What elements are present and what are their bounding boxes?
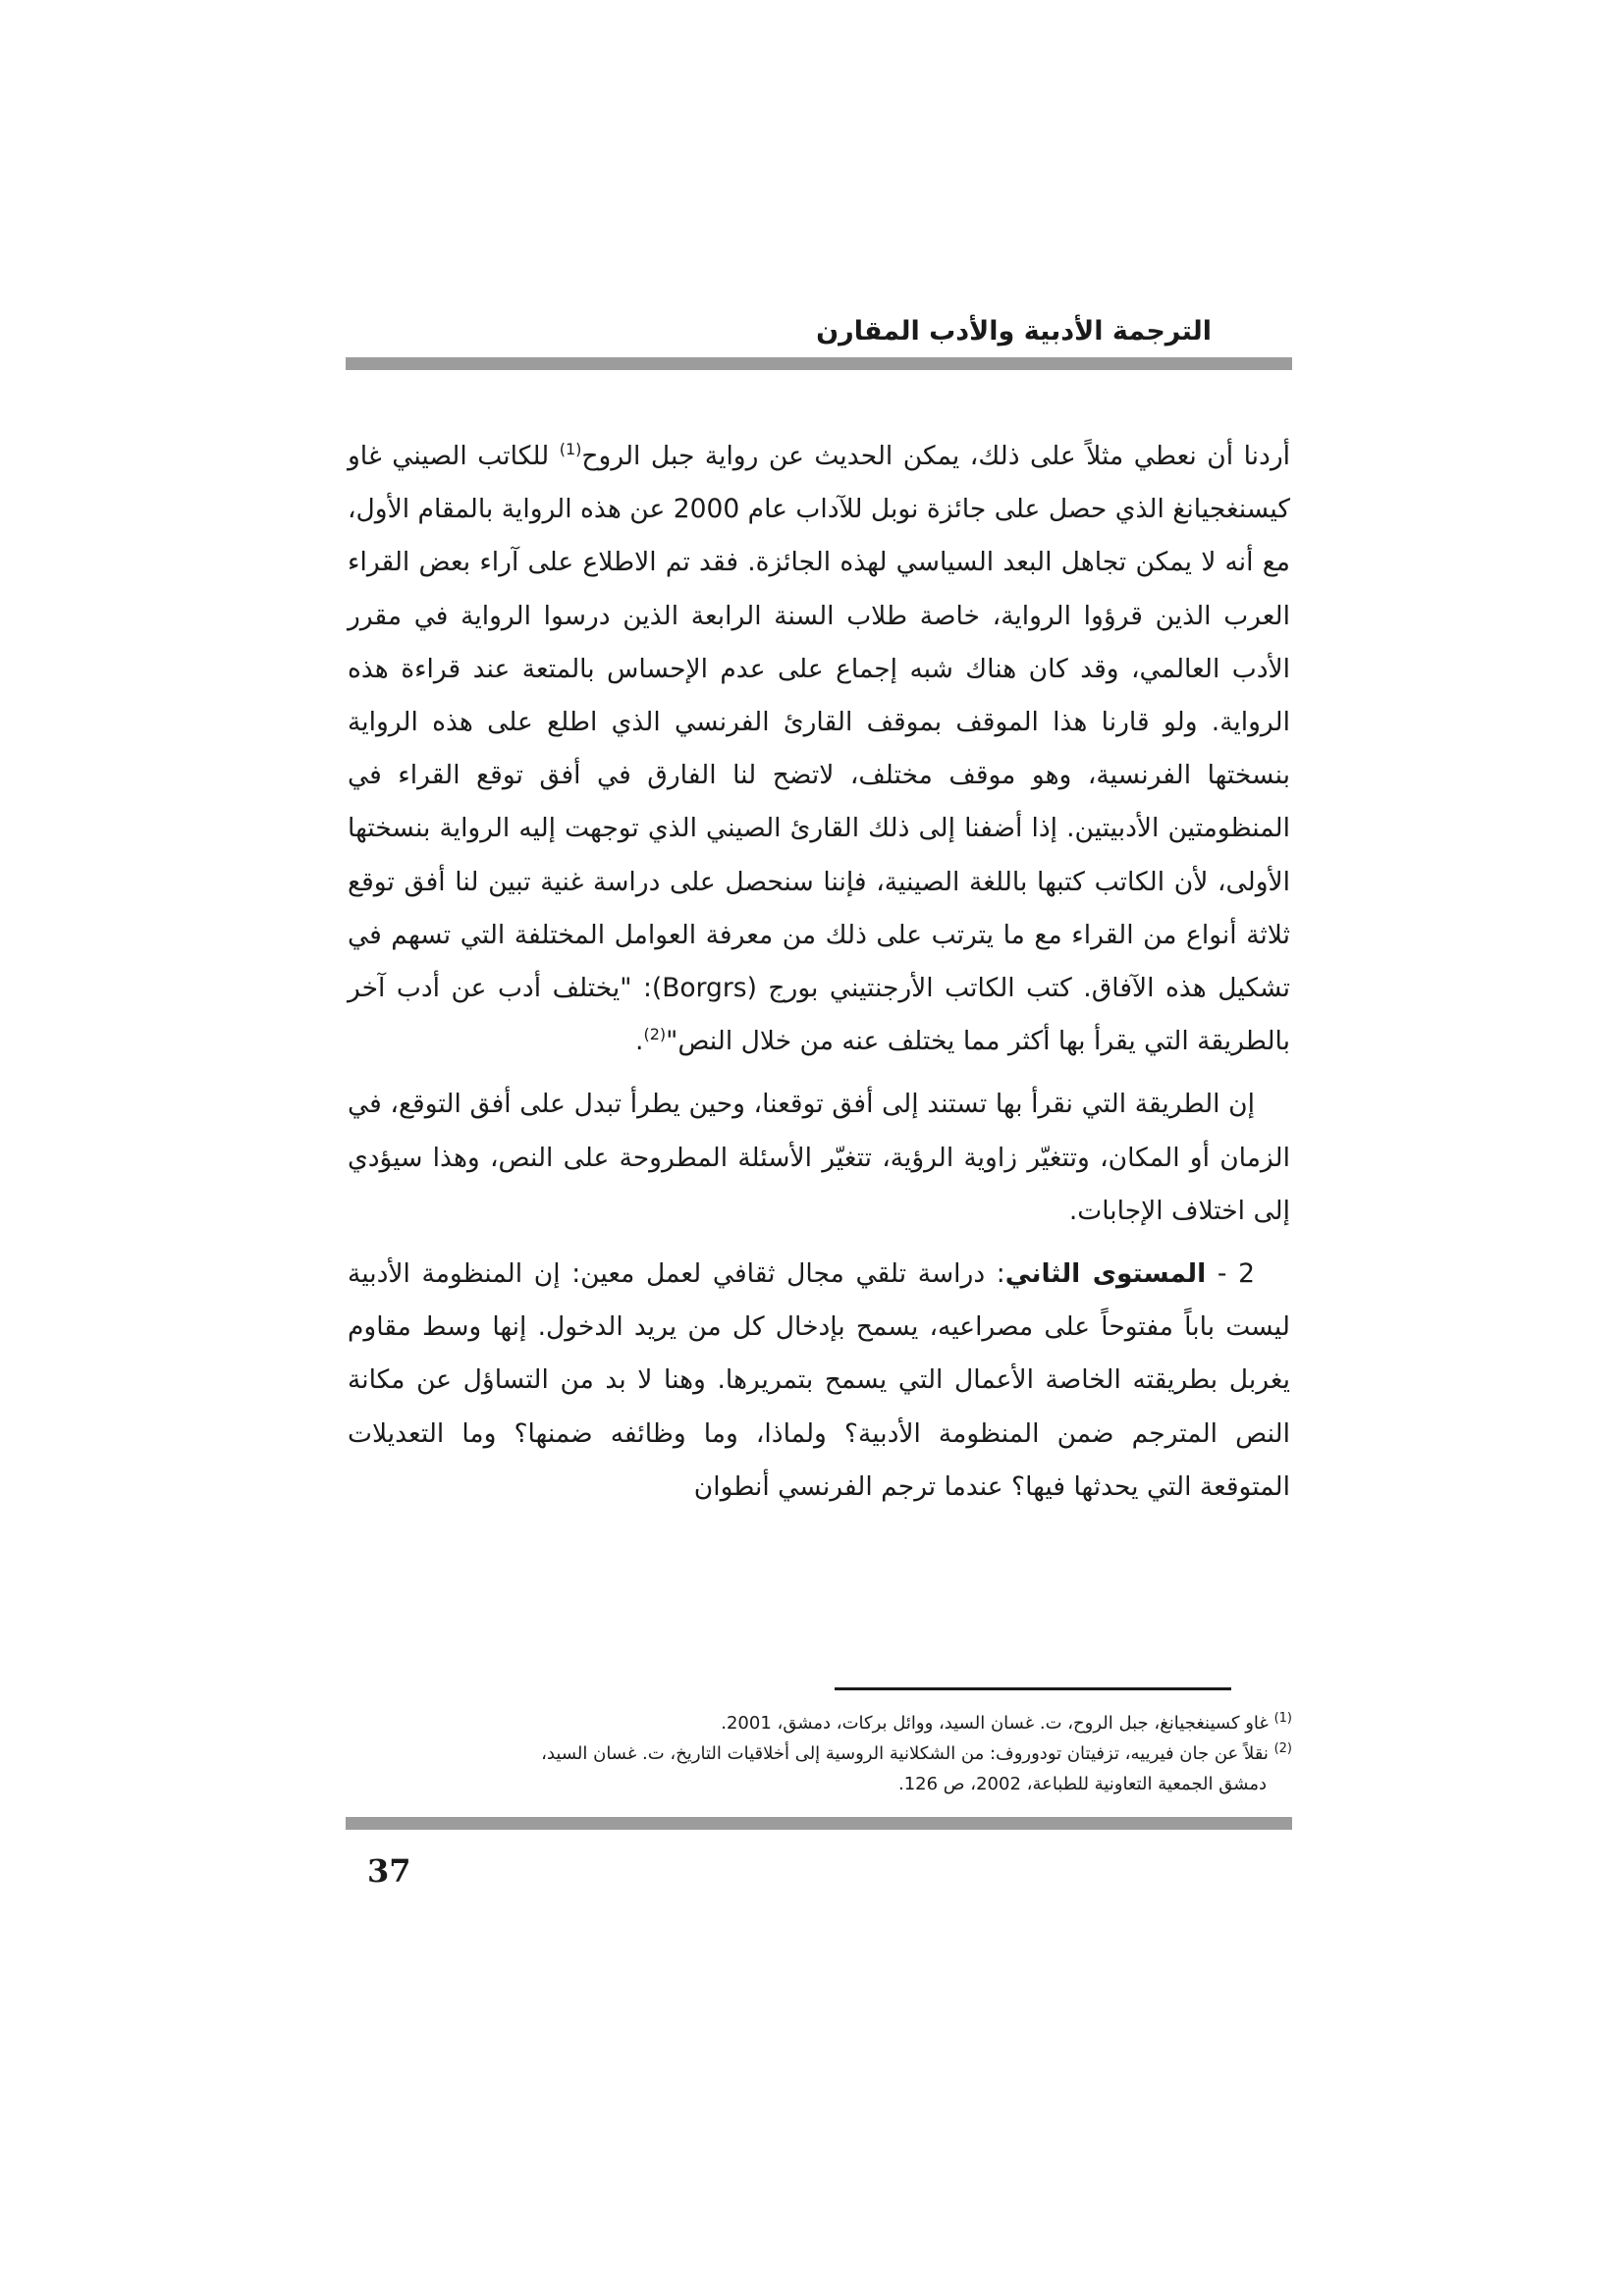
running-header-title: الترجمة الأدبية والأدب المقارن: [816, 316, 1212, 347]
footnote-2: [348, 1738, 1292, 1769]
footnote-separator: [835, 1687, 1231, 1690]
footnote-2-number: (2): [1273, 1741, 1292, 1756]
section-number: 2 -: [1206, 1258, 1255, 1290]
footnote-2-text: نقلاً عن جان فيرييه، تزفيتان تودوروف: من الشكلانية الروسية إلى أخلاقيات التاريخ، ت. غسان السيد،: [541, 1743, 1274, 1764]
paragraph-1-end: .: [635, 1026, 644, 1057]
paragraph-3: [348, 1248, 1290, 1514]
footnote-2-continuation: دمشق الجمعية التعاونية للطباعة، 2002، ص 126.: [897, 1774, 1267, 1794]
footnote-marker-2[interactable]: (2): [643, 1025, 667, 1044]
section-heading: المستوى الثاني: [1004, 1258, 1207, 1290]
paragraph-3-text: : دراسة تلقي مجال ثقافي لعمل معين: إن المنظومة الأدبية ليست باباً مفتوحاً على مصراعيه، يسمح بإدخال كل من يريد الدخول. إنها وسط مقاوم يغربل بطريقته الخاصة الأعمال التي يسمح بتمريرها. وهنا لا بد من التساؤل عن مكانة النص المترجم ضمن المنظومة الأدبية؟ ولماذا، وما وظائفه ضمنها؟ وما التعديلات المتوقعة التي يحدثها فيها؟ عندما ترجم الفرنسي أنطوان: [348, 1258, 1290, 1502]
page-number: 37: [367, 1852, 411, 1890]
paragraph-1-text: أردنا أن نعطي مثلاً على ذلك، يمكن الحديث عن رواية جبل الروح: [581, 441, 1291, 471]
footnote-marker-1[interactable]: (1): [559, 440, 582, 459]
paragraph-1: [348, 430, 1290, 1068]
footnote-1-number: (1): [1273, 1711, 1292, 1726]
paragraph-2: إن الطريقة التي نقرأ بها تستند إلى أفق توقعنا، وحين يطرأ تبدل على أفق التوقع، في الزمان أو المكان، وتتغيّر زاوية الرؤية، تتغيّر الأسئلة المطروحة على النص، وهذا سيؤدي إلى اختلاف الإجابات.: [348, 1089, 1290, 1226]
paragraph-1-text-continued: للكاتب الصيني غاو كيسنغجيانغ الذي حصل على جائزة نوبل للآداب عام 2000 عن هذه الرواية بالمقام الأول، مع أنه لا يمكن تجاهل البعد السياسي لهذه الجائزة. فقد تم الاطلاع على آراء بعض القراء العرب الذين قرؤوا الرواية، خاصة طلاب السنة الرابعة الذين درسوا الرواية في مقرر الأدب العالمي، وقد كان هناك شبه إجماع على عدم الإحساس بالمتعة عند قراءة هذه الرواية. ولو قارنا هذا الموقف بموقف القارئ الفرنسي الذي اطلع على هذه الرواية بنسختها الفرنسية، وهو موقف مختلف، لاتضح لنا الفارق في أفق توقع القراء في المنظومتين الأدبيتين. إذا أضفنا إلى ذلك القارئ الصيني الذي توجهت إليه الرواية بنسختها الأولى، لأن الكاتب كتبها باللغة الصينية، فإننا سنحصل على دراسة غنية تبين لنا أفق توقع ثلاثة أنواع من القراء مع ما يترتب على ذلك من معرفة العوامل المختلفة التي تسهم في تشكيل هذه الآفاق. كتب الكاتب الأرجنتيني بورج (Borgrs): "يختلف أدب عن أدب آخر بالطريقة التي يقرأ بها أكثر مما يختلف عنه من خلال النص": [348, 441, 1290, 1057]
header-divider: [346, 357, 1292, 370]
footer-divider: [346, 1817, 1292, 1830]
footnote-1-text: غاو كسينغجيانغ، جبل الروح، ت. غسان السيد، ووائل بركات، دمشق، 2001.: [721, 1713, 1274, 1734]
footnotes: [348, 1708, 1292, 1799]
footnote-1: [348, 1708, 1292, 1738]
main-text: [348, 430, 1290, 1514]
